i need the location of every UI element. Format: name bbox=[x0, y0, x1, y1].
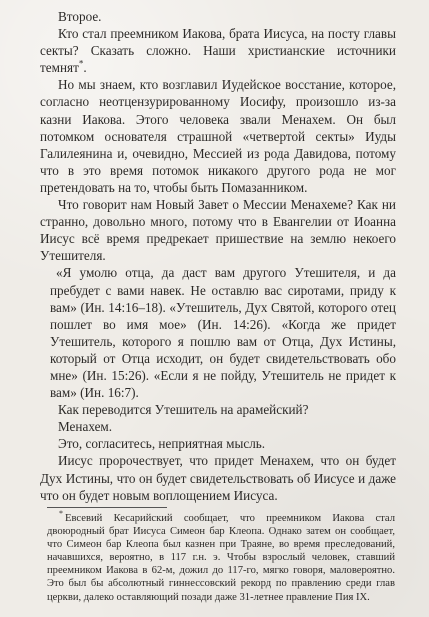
footnote-divider bbox=[47, 507, 167, 508]
footnote-marker: * bbox=[78, 58, 84, 69]
quote-block: «Я умолю отца, да даст вам другого Утешителя, и да пребудет с вами навек. Не оставлю вас сиротами, приду к вам» (Ин. 14:16–18). «Утешитель, Дух Святой, которого отец пошлет во имя мое» (Ин. 14:26). «Когда же придет Утешитель, которого я пошлю вам от Отца, Дух Истины, который от Отца исходит, он будет свидетельствовать обо мне» (Ин. 15:26). «Если я не пойду, Утешитель не придет к вам» (Ин. 16:7). bbox=[50, 265, 396, 401]
paragraph-question: Как переводится Утешитель на арамейский? bbox=[58, 402, 309, 418]
paragraph-4: Что говорит нам Новый Завет о Мессии Менахеме? Как ни странно, довольно много, потому что в Евангелии от Иоанна Иисус всё время предрекает пришествие на землю некоего Утешителя. bbox=[40, 197, 396, 264]
footnote-text: Евсевий Кесарийский сообщает, что преемником Иакова стал двоюродный брат Иисуса Симеон бар Клеопа. Однако затем он сообщает, что Симеон бар Клеопа был казнен при Траяне, во время преследований, начавшихся, вероятно, в 117 г.н. э. Чтобы взрослый человек, ставший преемником Иакова в 62-м, дожил до 117-го, мягко говоря, маловероятно. Это был бы абсолютный гиннессовский рекорд по правлению среди глав церкви, далеко оставляющий позади даже 31-летнее правление Пия IX. bbox=[47, 513, 395, 603]
paragraph-2 bbox=[40, 25, 396, 76]
paragraph-comment: Это, согласитесь, неприятная мысль. bbox=[58, 436, 266, 452]
main-text bbox=[40, 8, 396, 504]
paragraph-2-end: . bbox=[83, 60, 87, 76]
paragraph-answer: Менахем. bbox=[58, 419, 113, 435]
paragraph-3: Но мы знаем, кто возглавил Иудейское восстание, которое, согласно неотцензурированному Иосифу, произошло из-за казни Иакова. Этого человека звали Менахем. Он был потомком основателя страшной «четвертой секты» Иуды Галилеянина и, очевидно, Мессией из рода Давидова, потому что в это время потомок никакого другого рода не мог претендовать на то, чтобы быть Помазанником. bbox=[40, 77, 396, 195]
footnote-mark: * bbox=[59, 509, 63, 519]
paragraph-2-text: Кто стал преемником Иакова, брата Иисуса, на посту главы секты? Сказать сложно. Наши христианские источники темнят bbox=[40, 26, 396, 76]
paragraph-conclusion: Иисус пророчествует, что придет Менахем, что он будет Дух Истины, что он будет свидетельствовать об Иисусе и даже что он будет новым воплощением Иисуса. bbox=[40, 453, 396, 503]
footnote bbox=[47, 509, 395, 604]
paragraph-1: Второе. bbox=[58, 9, 102, 24]
